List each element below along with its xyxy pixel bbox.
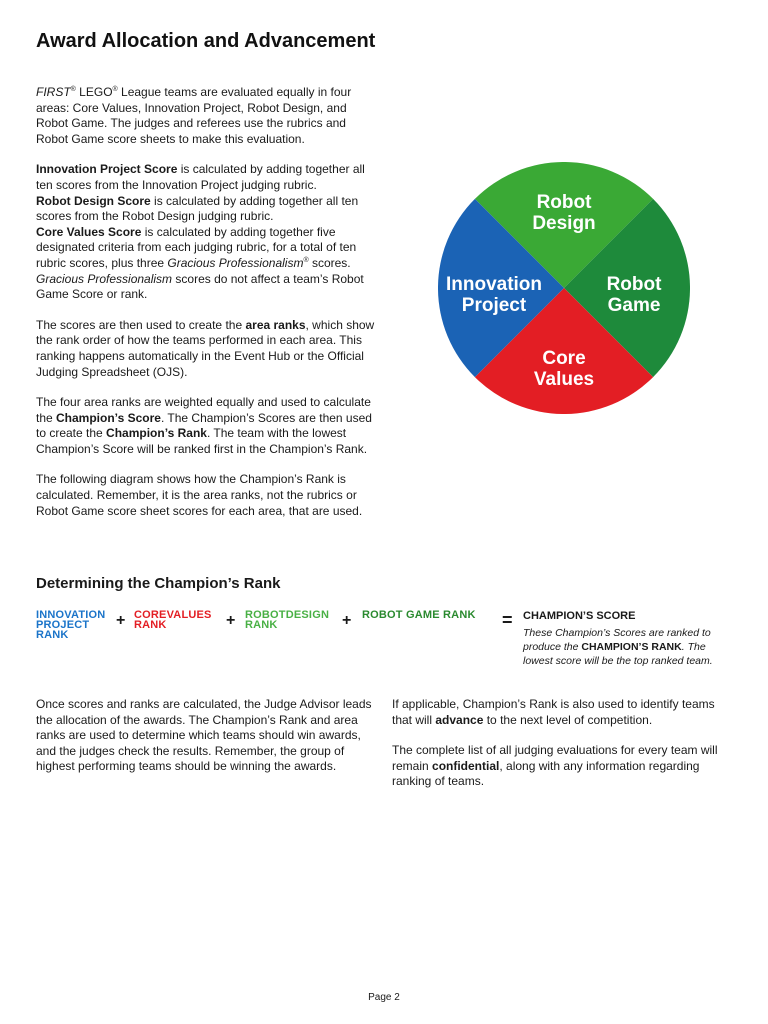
registered-mark: ® bbox=[70, 86, 76, 93]
rank-term-line: RANK bbox=[245, 619, 278, 631]
intro-paragraph-1 bbox=[36, 85, 380, 147]
rank-term-line: ROBOTDESIGN bbox=[245, 609, 330, 621]
design-score-label: Robot Design Score bbox=[36, 193, 151, 208]
advance-term: advance bbox=[435, 712, 484, 727]
champions-rank-emphasis: CHAMPION’S RANK bbox=[581, 641, 682, 653]
registered-mark: ® bbox=[112, 86, 118, 93]
pie-chart-graphic bbox=[438, 162, 690, 414]
innovation-score-label: Innovation Project Score bbox=[36, 162, 178, 177]
page-title: Award Allocation and Advancement bbox=[36, 30, 376, 52]
intro-sentence: League teams are evaluated equally in four areas: Core Values, Innovation Project, Robot Design, and Robot Game. The judges and referees use the rubrics and Robot Game score sheets to make this evaluation. bbox=[36, 85, 352, 146]
gracious-professionalism-term: Gracious Professionalism bbox=[36, 271, 173, 286]
core-values-rank bbox=[134, 610, 212, 630]
core-values-score-text-2: scores. bbox=[308, 255, 351, 270]
gracious-professionalism-term: Gracious Professionalism bbox=[167, 255, 304, 270]
innovation-score-definition bbox=[36, 162, 380, 193]
equals-operator: = bbox=[502, 610, 513, 630]
intro-text bbox=[36, 85, 380, 534]
design-score-definition bbox=[36, 194, 380, 225]
champions-rank-heading: Determining the Champion’s Rank bbox=[36, 575, 281, 592]
rank-term-line: RANK bbox=[36, 629, 69, 641]
core-values-score-text-3: scores do not affect a team’s Robot Game Score or rank. bbox=[36, 271, 364, 302]
area-ranks-text: The scores are then used to create the bbox=[36, 317, 246, 332]
rank-term-line: PROJECT bbox=[36, 619, 90, 631]
pie-label-innovation-project-2: Project bbox=[461, 295, 527, 316]
champions-score-text: The four area ranks are weighted equally and used to calculate the bbox=[36, 395, 371, 425]
core-values-score-label: Core Values Score bbox=[36, 224, 142, 239]
pie-label-robot-design-1: Robot bbox=[536, 192, 592, 213]
pie-label-innovation-project-1: Innovation bbox=[445, 274, 543, 295]
champions-score-title: CHAMPION’S SCORE bbox=[523, 610, 636, 622]
pie-label-robot-game-1: Robot bbox=[606, 274, 662, 295]
bottom-right-column bbox=[392, 697, 732, 805]
diagram-intro-paragraph: The following diagram shows how the Champion’s Rank is calculated. Remember, it is the area ranks, not the rubrics or Robot Game score sheet scores for each area, that are used. bbox=[36, 472, 363, 518]
plus-operator: + bbox=[226, 612, 236, 629]
bottom-left-column bbox=[36, 697, 372, 790]
champions-score-term: Champion’s Score bbox=[56, 410, 161, 425]
page-number: Page 2 bbox=[368, 992, 400, 1003]
confidentiality-text: The complete list of all judging evaluations for every team will remain bbox=[392, 743, 718, 773]
advancement-paragraph bbox=[392, 697, 732, 728]
registered-mark: ® bbox=[303, 256, 309, 264]
champions-rank-term: Champion’s Rank bbox=[106, 426, 207, 441]
area-ranks-paragraph bbox=[36, 318, 380, 380]
champions-score-text-2: . The Champion’s Scores are then used to create the bbox=[36, 410, 372, 441]
advancement-text-2: to the next level of competition. bbox=[483, 712, 653, 727]
rank-term-line: RANK bbox=[134, 619, 167, 631]
award-allocation-paragraph: Once scores and ranks are calculated, the Judge Advisor leads the allocation of the awards. The Champion’s Rank and area ranks are used to determine which teams should win awards, and the judges check the results. Remember, the group of highest performing teams should be winning the awards. bbox=[36, 697, 372, 774]
pie-label-robot-game-2: Game bbox=[607, 295, 661, 316]
innovation-project-rank bbox=[36, 610, 105, 640]
first-brand: FIRST bbox=[36, 85, 71, 99]
rank-term-line: COREVALUES bbox=[134, 609, 212, 621]
champions-score-text-3: . The team with the lowest Champion’s Score will be ranked first in the Champion’s Rank. bbox=[36, 426, 368, 456]
champions-score-paragraph bbox=[36, 395, 380, 457]
pie-label-core-values-2: Values bbox=[533, 369, 595, 390]
robot-game-rank bbox=[362, 610, 476, 620]
champions-score-desc-text-2: . The lowest score will be the top ranked team. bbox=[523, 641, 713, 667]
evaluation-areas-pie bbox=[438, 162, 690, 414]
champions-score-desc-text: These Champion’s Scores are ranked to produce the bbox=[523, 627, 711, 653]
robot-design-rank bbox=[245, 610, 329, 630]
area-ranks-text-2: , which show the rank order of how the teams performed in each area. This ranking happens automatically in the Event Hub or the Official Judging Spreadsheet (OJS). bbox=[36, 317, 375, 379]
advancement-text: If applicable, Champion’s Rank is also used to identify teams that will bbox=[392, 697, 715, 727]
pie-label-robot-design-2: Design bbox=[532, 213, 596, 234]
design-score-text: is calculated by adding together all ten scores from the Robot Design judging rubric. bbox=[36, 193, 359, 224]
area-ranks-term: area ranks bbox=[245, 317, 306, 332]
core-values-score-definition bbox=[36, 225, 380, 303]
rank-term-line: ROBOT GAME RANK bbox=[362, 609, 476, 621]
innovation-score-text: is calculated by adding together all ten scores from the Innovation Project judging rubric. bbox=[36, 162, 365, 192]
confidentiality-paragraph bbox=[392, 743, 732, 790]
rank-term-line: INNOVATION bbox=[36, 609, 106, 621]
pie-label-core-values-1: Core bbox=[542, 348, 586, 369]
confidentiality-text-2: , along with any information regarding ranking of teams. bbox=[392, 758, 700, 789]
plus-operator: + bbox=[116, 612, 126, 629]
core-values-score-text: is calculated by adding together five designated criteria from each judging rubric, for a total of ten rubric scores, plus three bbox=[36, 224, 357, 270]
lego-brand: LEGO bbox=[75, 85, 113, 99]
confidential-term: confidential bbox=[432, 758, 500, 773]
champions-score-result bbox=[523, 610, 738, 668]
plus-operator: + bbox=[342, 612, 352, 629]
champions-score-description bbox=[523, 626, 738, 668]
champions-rank-formula bbox=[36, 608, 736, 678]
